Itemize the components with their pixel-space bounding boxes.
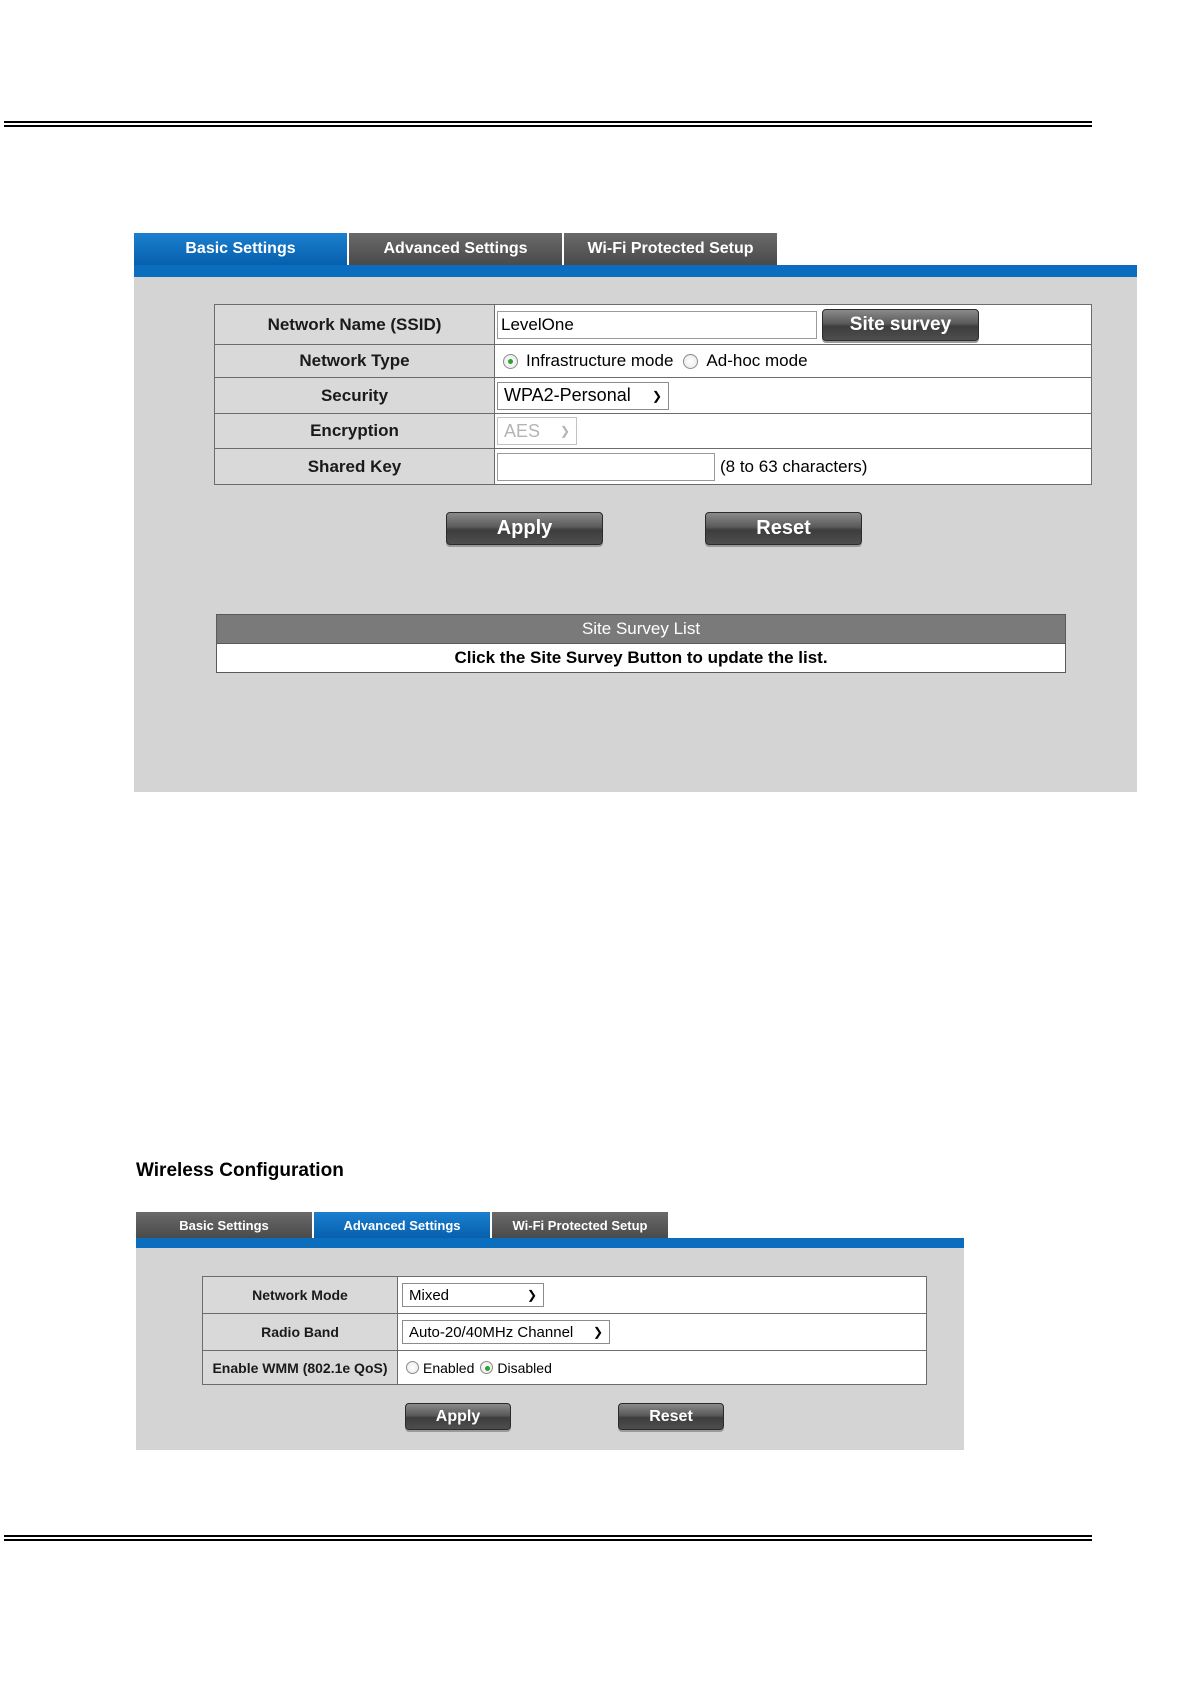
shared-key-label: Shared Key	[215, 449, 495, 485]
network-mode-select[interactable]	[402, 1283, 544, 1307]
reset-button[interactable]: Reset	[618, 1403, 724, 1430]
apply-button[interactable]: Apply	[446, 512, 603, 545]
tab-bar	[136, 1212, 670, 1238]
reset-button[interactable]: Reset	[705, 512, 862, 545]
security-selected: WPA2-Personal	[504, 385, 631, 405]
encryption-selected: AES	[504, 420, 541, 441]
basic-settings-panel	[134, 233, 1137, 792]
encryption-label: Encryption	[215, 414, 495, 449]
basic-settings-form	[214, 304, 1092, 485]
security-select[interactable]	[497, 382, 669, 410]
tab-advanced-settings[interactable]: Advanced Settings	[314, 1212, 492, 1238]
network-mode-selected: Mixed	[409, 1286, 450, 1304]
network-type-label: Network Type	[215, 345, 495, 378]
panel-body	[134, 277, 1137, 792]
tab-advanced-settings[interactable]: Advanced Settings	[349, 233, 564, 265]
top-rule-2	[4, 125, 1092, 127]
site-survey-list-title: Site Survey List	[217, 615, 1065, 644]
bottom-rule	[4, 1535, 1092, 1537]
adhoc-radio[interactable]	[683, 354, 698, 369]
encryption-cell	[495, 414, 1092, 449]
chevron-down-icon: ❯	[526, 1288, 537, 1302]
radio-band-select[interactable]	[402, 1320, 610, 1344]
wmm-label: Enable WMM (802.1e QoS)	[203, 1351, 398, 1385]
ssid-label: Network Name (SSID)	[215, 305, 495, 345]
panel-body	[136, 1248, 964, 1450]
top-rule	[4, 121, 1092, 123]
ssid-input[interactable]	[497, 311, 817, 339]
tab-bar	[134, 233, 779, 265]
encryption-select[interactable]	[497, 417, 577, 445]
network-mode-label: Network Mode	[203, 1277, 398, 1314]
security-label: Security	[215, 378, 495, 414]
radio-band-selected: Auto-20/40MHz Channel	[409, 1323, 574, 1341]
wmm-enabled-radio[interactable]	[406, 1361, 419, 1374]
section-title: Wireless Configuration	[136, 1160, 344, 1181]
radio-band-cell	[398, 1314, 927, 1351]
site-survey-button[interactable]: Site survey	[822, 309, 979, 341]
wmm-disabled-label: Disabled	[497, 1359, 552, 1376]
tab-underline-bar	[136, 1238, 964, 1248]
security-cell	[495, 378, 1092, 414]
chevron-down-icon: ❯	[559, 424, 570, 438]
site-survey-list	[216, 614, 1066, 673]
wmm-enabled-label: Enabled	[423, 1359, 475, 1376]
tab-underline-bar	[134, 265, 1137, 277]
apply-button[interactable]: Apply	[405, 1403, 511, 1430]
shared-key-cell	[495, 449, 1092, 485]
adhoc-label: Ad-hoc mode	[706, 351, 808, 370]
advanced-settings-panel	[136, 1212, 964, 1450]
radio-band-label: Radio Band	[203, 1314, 398, 1351]
shared-key-hint: (8 to 63 characters)	[720, 456, 868, 476]
wmm-cell	[398, 1351, 927, 1385]
advanced-settings-form	[202, 1276, 927, 1385]
ssid-cell	[495, 305, 1092, 345]
network-mode-cell	[398, 1277, 927, 1314]
wmm-disabled-radio[interactable]	[480, 1361, 493, 1374]
tab-wifi-protected-setup[interactable]: Wi-Fi Protected Setup	[492, 1212, 670, 1238]
tab-basic-settings[interactable]: Basic Settings	[136, 1212, 314, 1238]
bottom-rule-2	[4, 1539, 1092, 1541]
site-survey-list-message: Click the Site Survey Button to update the list.	[217, 644, 1065, 672]
chevron-down-icon: ❯	[651, 388, 662, 403]
tab-basic-settings[interactable]: Basic Settings	[134, 233, 349, 265]
infrastructure-radio[interactable]	[503, 354, 518, 369]
infrastructure-label: Infrastructure mode	[526, 351, 674, 370]
network-type-cell	[495, 345, 1092, 378]
tab-wifi-protected-setup[interactable]: Wi-Fi Protected Setup	[564, 233, 779, 265]
shared-key-input[interactable]	[497, 453, 715, 481]
chevron-down-icon: ❯	[592, 1325, 603, 1339]
